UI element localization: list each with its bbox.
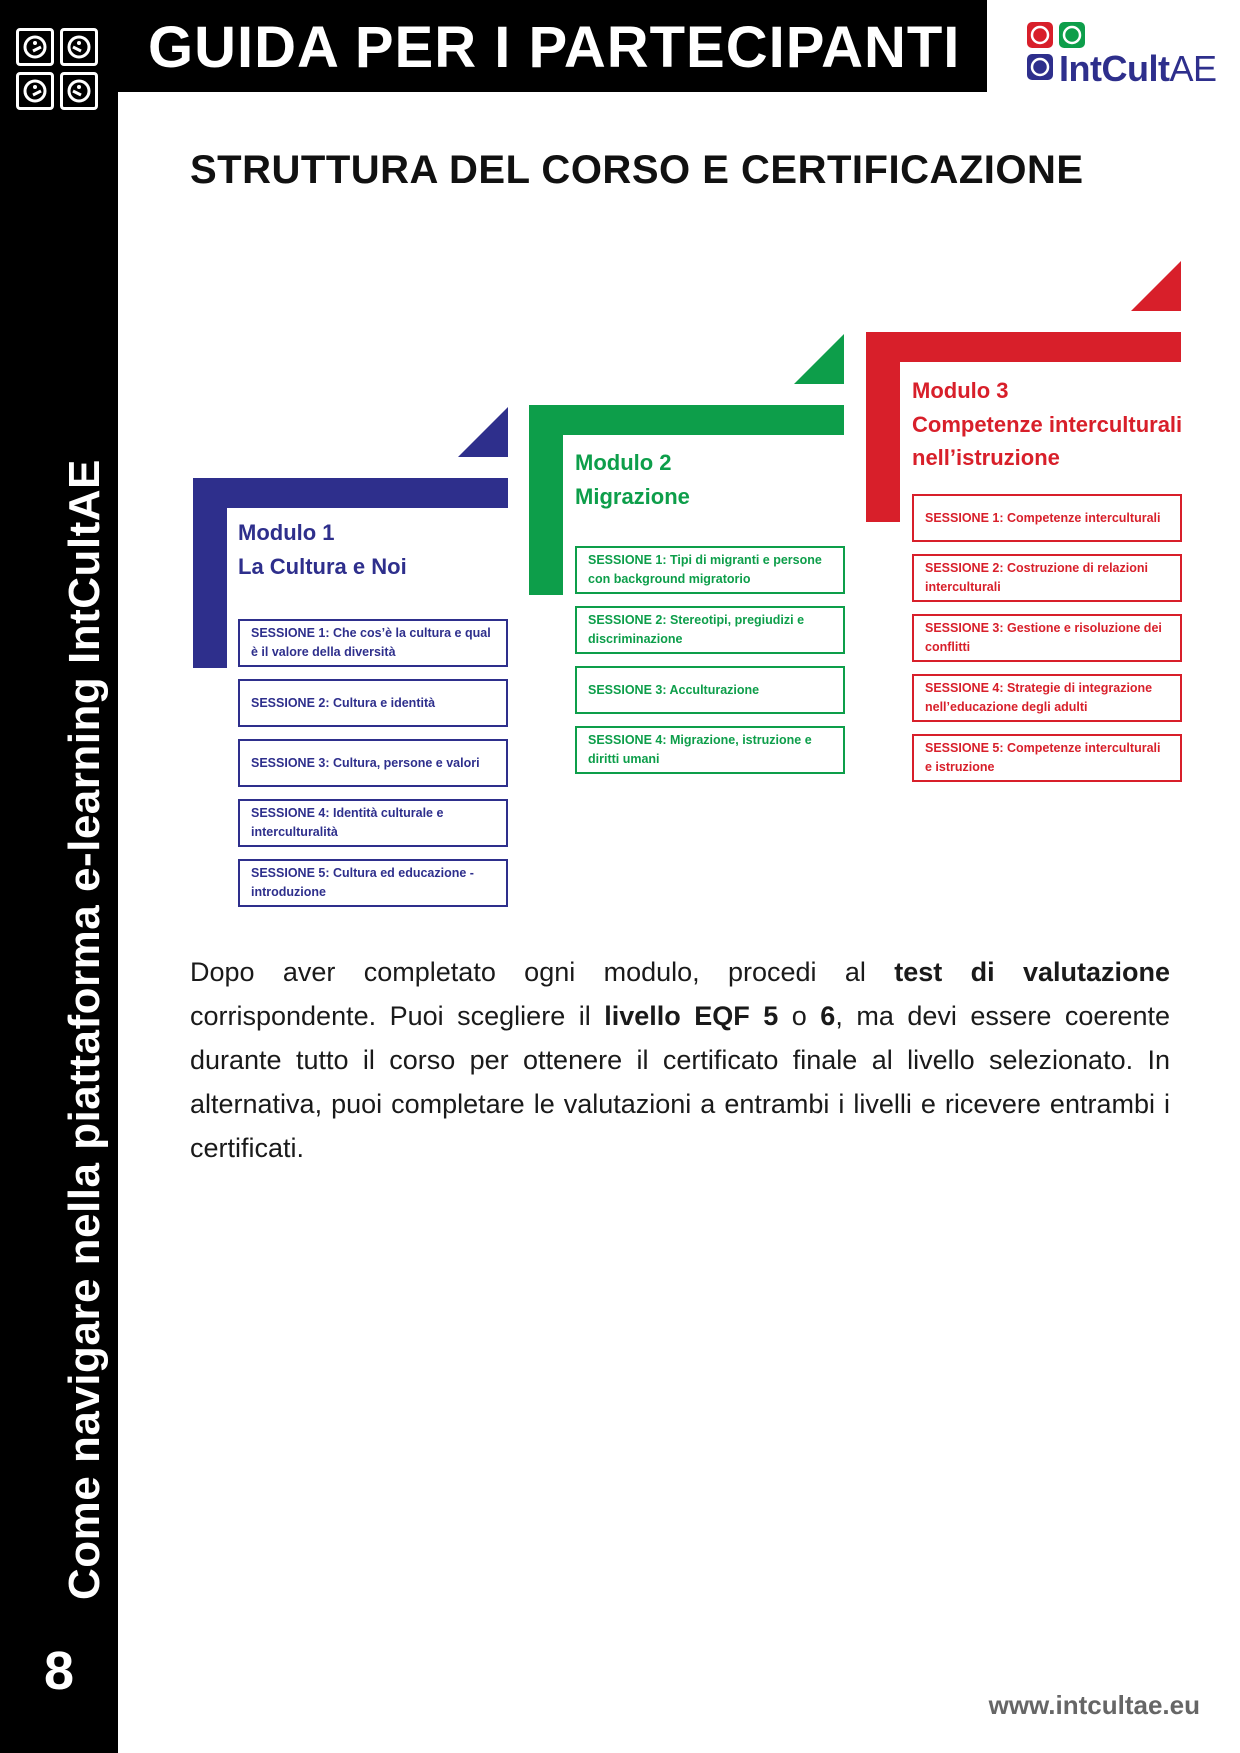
module-2-session-3[interactable]: SESSIONE 3: Acculturazione — [575, 666, 845, 714]
module-2-session-1[interactable]: SESSIONE 1: Tipi di migranti e persone con background migratorio — [575, 546, 845, 594]
module-3-session-4[interactable]: SESSIONE 4: Strategie di integrazione nell’educazione degli adulti — [912, 674, 1182, 722]
module-1-session-3[interactable]: SESSIONE 3: Cultura, persone e valori — [238, 739, 508, 787]
module-1-session-4[interactable]: SESSIONE 4: Identità culturale e interculturalità — [238, 799, 508, 847]
module-3-session-5[interactable]: SESSIONE 5: Competenze interculturali e istruzione — [912, 734, 1182, 782]
module-1-session-5[interactable]: SESSIONE 5: Cultura ed educazione - introduzione — [238, 859, 508, 907]
body-paragraph: Dopo aver completato ogni modulo, procedi al test di valutazione corrispondente. Puoi scegliere il livello EQF 5 o 6, ma devi essere coerente durante tutto il corso per ottenere il certificato finale al livello selezionato. In alternativa, puoi completare le valutazioni a entrambi i livelli e ricevere entrambi i certificati. — [190, 957, 1170, 1163]
module-1-label: Modulo 1 — [238, 520, 335, 545]
module-2-label: Modulo 2 — [575, 450, 672, 475]
sidebar — [0, 0, 118, 1753]
emphasis-level-6: 6 — [820, 1001, 836, 1031]
module-3-label: Modulo 3 — [912, 378, 1009, 403]
module-3-title: Competenze interculturali — [912, 412, 1183, 437]
section-title: STRUTTURA DEL CORSO E CERTIFICAZIONE — [190, 148, 1084, 192]
brand-wordmark: IntCultAE — [1059, 48, 1217, 89]
module-3-title-line-2: nell’istruzione — [912, 445, 1060, 470]
module-1-title: La Cultura e Noi — [238, 554, 407, 579]
brand-logo — [1025, 20, 1217, 90]
page-number: 8 — [43, 1641, 75, 1701]
module-2-session-4[interactable]: SESSIONE 4: Migrazione, istruzione e diritti umani — [575, 726, 845, 774]
footer-website-link[interactable]: www.intcultae.eu — [988, 1690, 1200, 1720]
module-3-session-2[interactable]: SESSIONE 2: Costruzione di relazioni interculturali — [912, 554, 1182, 602]
module-1-session-1[interactable]: SESSIONE 1: Che cos’è la cultura e qual è il valore della diversità — [238, 619, 508, 667]
module-3-session-3[interactable]: SESSIONE 3: Gestione e risoluzione dei conflitti — [912, 614, 1182, 662]
module-2-corner-triangle — [794, 334, 844, 384]
emphasis-livello-eqf: livello EQF 5 — [604, 1001, 779, 1031]
module-3-corner-triangle — [1131, 261, 1181, 311]
module-2-title: Migrazione — [575, 484, 690, 509]
vertical-document-title: Come navigare nella piattaforma e-learning IntCultAE — [60, 459, 109, 1600]
header-bar — [118, 0, 987, 92]
emphasis-test-di-valutazione: test di valutazione — [894, 957, 1170, 987]
module-1-session-2[interactable]: SESSIONE 2: Cultura e identità — [238, 679, 508, 727]
sidebar-logo-icon — [16, 28, 102, 114]
module-3-session-1[interactable]: SESSIONE 1: Competenze interculturali — [912, 494, 1182, 542]
module-1-corner-triangle — [458, 407, 508, 457]
header-title: GUIDA PER I PARTECIPANTI — [148, 15, 961, 80]
module-2-session-2[interactable]: SESSIONE 2: Stereotipi, pregiudizi e discriminazione — [575, 606, 845, 654]
